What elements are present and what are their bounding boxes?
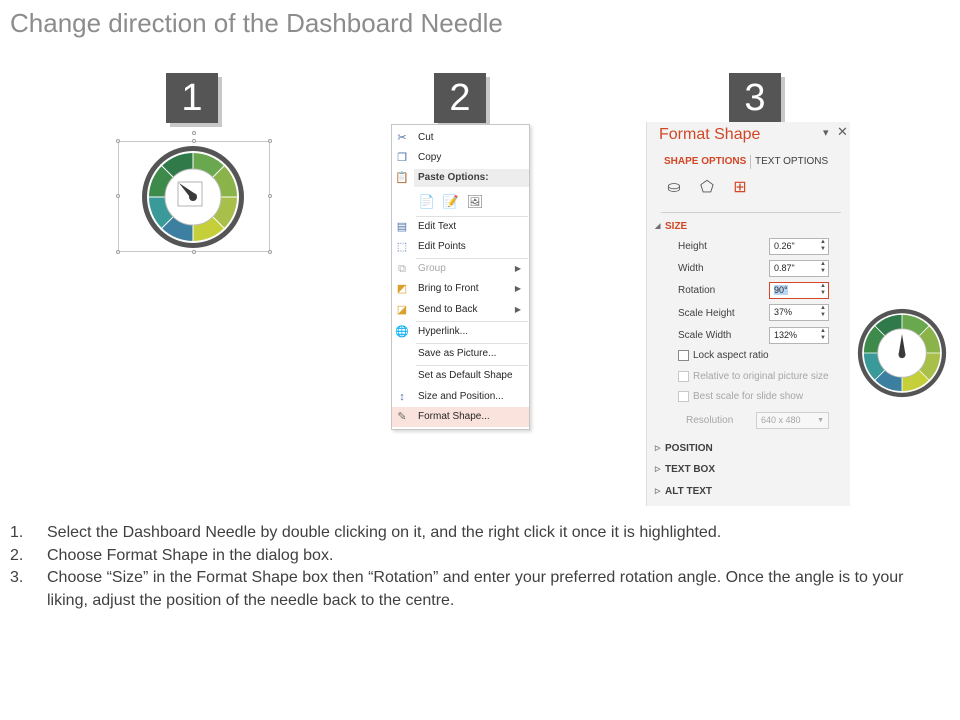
best-scale-label: Best scale for slide show — [693, 391, 804, 402]
section-alt-text-header[interactable]: ▷ ALT TEXT — [655, 486, 713, 497]
group-icon: ⧉ — [398, 263, 406, 275]
close-icon[interactable]: ✕ — [837, 124, 848, 139]
menu-item-edit-points[interactable]: ⬚ Edit Points — [396, 241, 466, 253]
spinner-arrows-icon[interactable]: ▲ ▼ — [820, 305, 826, 318]
submenu-arrow-icon: ▶ — [514, 305, 521, 314]
menu-item-send-to-back[interactable]: ◪ Send to Back ▶ — [392, 300, 529, 320]
collapsed-triangle-icon: ▷ — [655, 445, 661, 452]
instruction-item: 2. Choose Format Shape in the dialog box. — [10, 546, 334, 564]
instructions-list — [10, 522, 930, 612]
menu-item-hyperlink[interactable]: 🌐 Hyperlink... — [395, 326, 469, 338]
resize-handle[interactable] — [268, 194, 272, 198]
resize-handle[interactable] — [116, 194, 120, 198]
step-badge-2: 2 — [434, 73, 486, 123]
size-position-icon: ↕ — [399, 391, 405, 403]
section-size-header[interactable]: ◢ SIZE — [655, 221, 688, 232]
hyperlink-icon: 🌐 — [395, 326, 409, 338]
send-to-back-icon: ◪ — [396, 304, 408, 316]
menu-item-edit-text[interactable]: ▤ Edit Text — [396, 221, 457, 233]
relative-original-label: Relative to original picture size — [693, 371, 829, 382]
instruction-item: 3. Choose “Size” in the Format Shape box then “Rotation” and enter your preferred rotation angle. Once the angle is to your liking, adjust the position of the needle back to the centre. — [10, 569, 904, 609]
spinner-arrows-icon[interactable]: ▲ ▼ — [820, 239, 826, 252]
spinner-arrows-icon[interactable]: ▲ ▼ — [820, 328, 826, 341]
context-menu — [391, 124, 530, 430]
submenu-arrow-icon: ▶ — [514, 264, 521, 273]
scale-width-input[interactable]: 132% ▲ ▼ — [769, 327, 829, 344]
step-badge-3: 3 — [729, 73, 781, 123]
gauge-needle-pivot — [189, 193, 197, 201]
menu-item-size-and-position[interactable]: ↕ Size and Position... — [392, 387, 529, 407]
menu-item-set-default-shape[interactable]: Set as Default Shape — [418, 370, 513, 381]
tab-text-options[interactable]: TEXT OPTIONS — [755, 156, 829, 167]
rotation-label: Rotation — [678, 285, 716, 296]
fill-line-icon[interactable]: ⛀ — [667, 179, 681, 196]
paste-picture-icon[interactable]: 🖼 — [466, 194, 484, 209]
effects-pentagon-icon[interactable]: ⬠ — [700, 179, 714, 196]
bring-to-front-icon: ◩ — [396, 283, 408, 295]
dashboard-gauge[interactable] — [141, 145, 245, 249]
resize-handle[interactable] — [116, 250, 120, 254]
lock-aspect-label: Lock aspect ratio — [693, 350, 769, 361]
collapsed-triangle-icon: ▷ — [655, 466, 661, 473]
resize-handle[interactable] — [268, 139, 272, 143]
tab-separator — [750, 155, 751, 169]
format-shape-pane — [646, 122, 850, 506]
menu-item-cut[interactable]: ✂ Cut — [392, 128, 529, 148]
height-input[interactable]: 0.26" ▲ ▼ — [769, 238, 829, 255]
edit-points-icon: ⬚ — [396, 241, 408, 253]
scale-height-label: Scale Height — [678, 308, 735, 319]
width-input[interactable]: 0.87" ▲ ▼ — [769, 260, 829, 277]
scissors-icon: ✂ — [397, 132, 407, 144]
menu-item-save-as-picture[interactable]: Save as Picture... — [418, 348, 497, 359]
resolution-select[interactable]: 640 x 480 ▼ — [756, 412, 829, 429]
expanded-triangle-icon: ◢ — [655, 223, 661, 230]
category-divider — [661, 212, 841, 213]
edit-text-icon: ▤ — [396, 221, 408, 233]
dashboard-gauge-rotated[interactable] — [857, 308, 947, 398]
instruction-item: 1. Select the Dashboard Needle by double clicking on it, and the right click it once it is highlighted. — [10, 524, 722, 541]
spinner-arrows-icon[interactable]: ▲ ▼ — [820, 261, 826, 274]
paste-merge-format-icon[interactable]: 📝 — [442, 194, 460, 209]
chevron-down-icon: ▼ — [817, 417, 824, 424]
resolution-label: Resolution — [686, 415, 734, 426]
resize-handle[interactable] — [116, 139, 120, 143]
pane-title: Format Shape — [659, 126, 761, 143]
paste-options-header: Paste Options: — [414, 169, 529, 187]
width-label: Width — [678, 263, 704, 274]
best-scale-checkbox[interactable] — [678, 391, 689, 402]
menu-item-bring-to-front[interactable]: ◩ Bring to Front ▶ — [392, 279, 529, 299]
section-position-header[interactable]: ▷ POSITION — [655, 443, 713, 454]
page-title: Change direction of the Dashboard Needle — [10, 8, 503, 38]
size-properties-icon[interactable]: ⊞ — [733, 179, 747, 196]
menu-item-copy[interactable]: ❐ Copy — [392, 148, 529, 168]
lock-aspect-checkbox[interactable] — [678, 350, 689, 361]
menu-item-format-shape[interactable]: ✎ Format Shape... — [392, 407, 529, 427]
submenu-arrow-icon: ▶ — [514, 284, 521, 293]
scale-width-label: Scale Width — [678, 330, 732, 341]
rotation-handle[interactable] — [192, 131, 196, 135]
format-shape-icon: ✎ — [397, 411, 407, 423]
tab-shape-options[interactable]: SHAPE OPTIONS — [664, 156, 747, 167]
collapsed-triangle-icon: ▷ — [655, 488, 661, 495]
section-text-box-header[interactable]: ▷ TEXT BOX — [655, 464, 716, 475]
paste-keep-format-icon[interactable]: 📄 — [418, 194, 436, 209]
resize-handle[interactable] — [192, 139, 196, 143]
clipboard-icon: 📋 — [395, 172, 409, 184]
spinner-arrows-icon[interactable]: ▲ ▼ — [820, 283, 826, 296]
menu-item-group[interactable]: ⧉ Group ▶ — [392, 259, 529, 279]
scale-height-input[interactable]: 37% ▲ ▼ — [769, 304, 829, 321]
resize-handle[interactable] — [192, 250, 196, 254]
resize-handle[interactable] — [268, 250, 272, 254]
rotation-input[interactable]: 90° ▲ ▼ — [769, 282, 829, 299]
gauge-needle-pivot — [899, 351, 906, 358]
relative-original-checkbox[interactable] — [678, 371, 689, 382]
pane-options-icon[interactable]: ▾ — [823, 127, 829, 139]
height-label: Height — [678, 241, 707, 252]
step-badge-1: 1 — [166, 73, 218, 123]
copy-icon: ❐ — [397, 152, 407, 164]
